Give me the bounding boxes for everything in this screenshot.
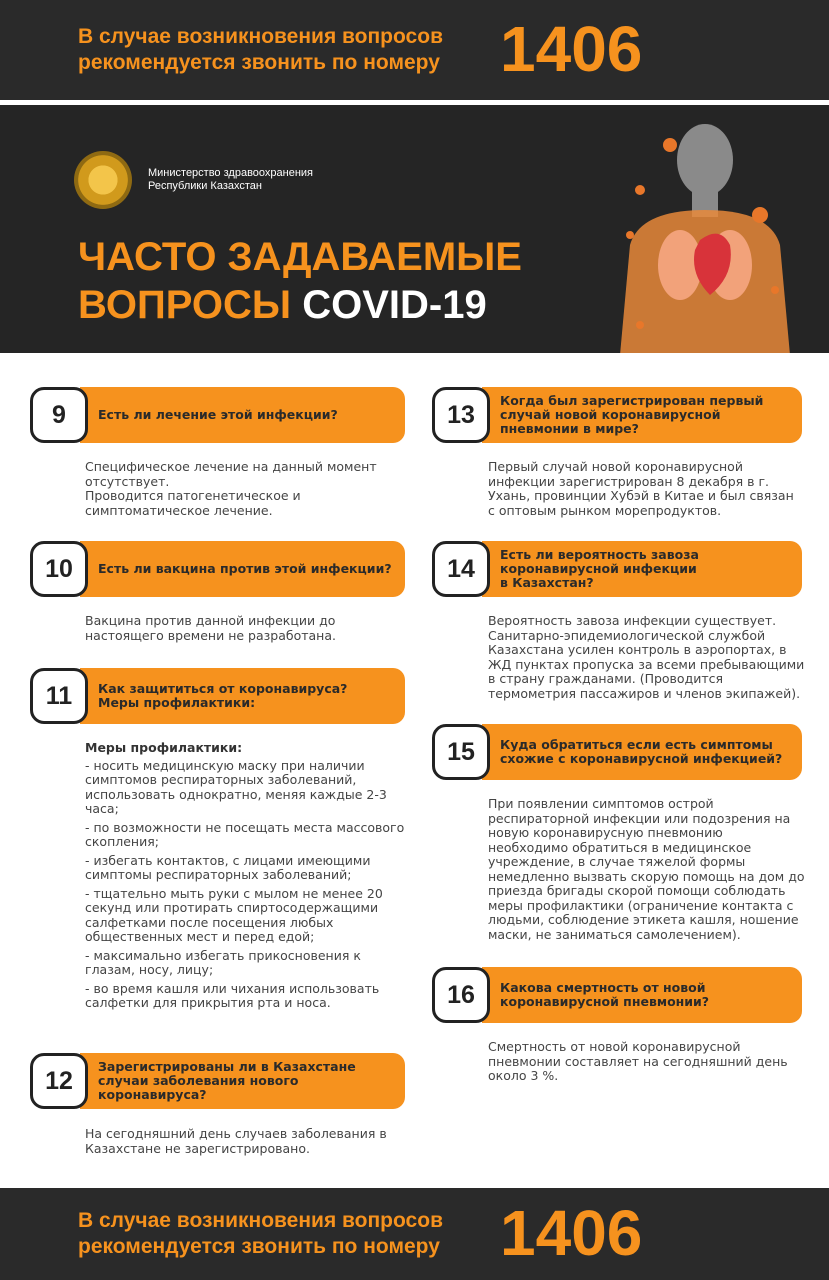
- question-number: 16: [432, 967, 490, 1023]
- question-text: Как защититься от коронавируса? Меры профилактики:: [80, 668, 405, 724]
- hotline-number: 1406: [500, 1197, 643, 1269]
- question-text: Зарегистрированы ли в Казахстане случаи заболевания нового коронавируса?: [80, 1053, 405, 1109]
- question-number: 14: [432, 541, 490, 597]
- answer-heading: Меры профилактики:: [85, 740, 243, 755]
- header: [0, 105, 829, 353]
- kazakhstan-emblem-icon: [74, 151, 132, 209]
- faq-question-15: [432, 724, 802, 780]
- faq-answer-15: [488, 797, 805, 942]
- faq-question-13: [432, 387, 802, 443]
- faq-question-10: [30, 541, 405, 597]
- answer-text: Смертность от новой коронавирусной пневмонии составляет на сегодняшний день около 3 %.: [488, 1039, 788, 1083]
- hotline-text: В случае возникновения вопросов рекомендуется звонить по номеру: [78, 25, 443, 74]
- question-number: 9: [30, 387, 88, 443]
- prevention-item: - носить медицинскую маску при наличии симптомов респираторных заболеваний, использовать однократно, меняя каждые 2-3 часа;: [85, 757, 387, 816]
- faq-answer-14: [488, 614, 804, 701]
- question-text: Есть ли вероятность завоза коронавирусной инфекции в Казахстан?: [482, 541, 802, 597]
- title-line2: ВОПРОСЫ: [78, 283, 292, 327]
- prevention-item: - по возможности не посещать места массового скопления;: [85, 819, 405, 849]
- page-title: [78, 233, 522, 329]
- faq-answer-10: [85, 614, 336, 643]
- hotline-banner-bottom: [0, 1188, 829, 1280]
- faq-question-11: [30, 668, 405, 724]
- faq-answer-12: [85, 1127, 387, 1156]
- title-covid: COVID-19: [302, 283, 487, 327]
- faq-question-9: [30, 387, 405, 443]
- hotline-banner-top: [0, 0, 829, 100]
- title-line1: ЧАСТО ЗАДАВАЕМЫЕ: [78, 235, 522, 279]
- answer-text: При появлении симптомов острой респираторной инфекции или подозрения на новую коронавирусную пневмонию необходимо обратиться в медицинское учреждение, в случае тяжелой формы немедленно вызвать скорую помощь на дом до приезда бригады скорой помощи соблюдать меры профилактики (ограничение контакта с людьми, соблюдение этикета кашля, ношение маски, не заниматься самолечением).: [488, 796, 805, 942]
- faq-question-16: [432, 967, 802, 1023]
- answer-text: Первый случай новой коронавирусной инфекции зарегистрирован 8 декабря в г. Ухань, провинции Хубэй в Китае и был связан с оптовым рынком морепродуктов.: [488, 459, 794, 518]
- answer-text: Вероятность завоза инфекции существует. Санитарно-эпидемиологической службой Казахстана усилен контроль в аэропортах, в ЖД пунктах пропуска за всеми пребывающими в страну гражданами. (Проводится термометрия пассажиров и членов экипажей).: [488, 613, 805, 701]
- answer-text: Вакцина против данной инфекции до настоящего времени не разработана.: [85, 613, 336, 643]
- ministry-name: Министерство здравоохранения Республики Казахстан: [148, 167, 313, 192]
- prevention-item: - тщательно мыть руки с мылом не менее 20 секунд или протирать спиртосодержащими салфетками после посещения любых общественных мест и перед едой;: [85, 885, 383, 944]
- hotline-text: В случае возникновения вопросов рекомендуется звонить по номеру: [78, 1209, 443, 1258]
- faq-question-14: [432, 541, 802, 597]
- question-number: 15: [432, 724, 490, 780]
- faq-answer-13: [488, 460, 794, 518]
- question-number: 13: [432, 387, 490, 443]
- question-text: Когда был зарегистрирован первый случай новой коронавирусной пневмонии в мире?: [482, 387, 802, 443]
- question-text: Какова смертность от новой коронавирусной пневмонии?: [482, 967, 802, 1023]
- question-number: 11: [30, 668, 88, 724]
- faq-answer-11: [85, 741, 405, 1015]
- answer-text: Специфическое лечение на данный момент отсутствует. Проводится патогенетическое и симптоматическое лечение.: [85, 459, 377, 518]
- human-body-illustration-icon: [600, 115, 810, 353]
- question-number: 10: [30, 541, 88, 597]
- prevention-item: - во время кашля или чихания использовать салфетки для прикрытия рта и носа.: [85, 980, 380, 1010]
- faq-answer-16: [488, 1040, 788, 1084]
- faq-question-12: [30, 1053, 405, 1109]
- question-text: Есть ли вакцина против этой инфекции?: [80, 541, 405, 597]
- question-number: 12: [30, 1053, 88, 1109]
- question-text: Есть ли лечение этой инфекции?: [80, 387, 405, 443]
- faq-answer-9: [85, 460, 377, 518]
- hotline-number: 1406: [500, 13, 643, 85]
- prevention-item: - избегать контактов, с лицами имеющими симптомы респираторных заболеваний;: [85, 852, 371, 882]
- question-text: Куда обратиться если есть симптомы схожие с коронавирусной инфекцией?: [482, 724, 802, 780]
- answer-text: На сегодняшний день случаев заболевания в Казахстане не зарегистрировано.: [85, 1126, 387, 1156]
- prevention-item: - максимально избегать прикосновения к глазам, носу, лицу;: [85, 947, 361, 977]
